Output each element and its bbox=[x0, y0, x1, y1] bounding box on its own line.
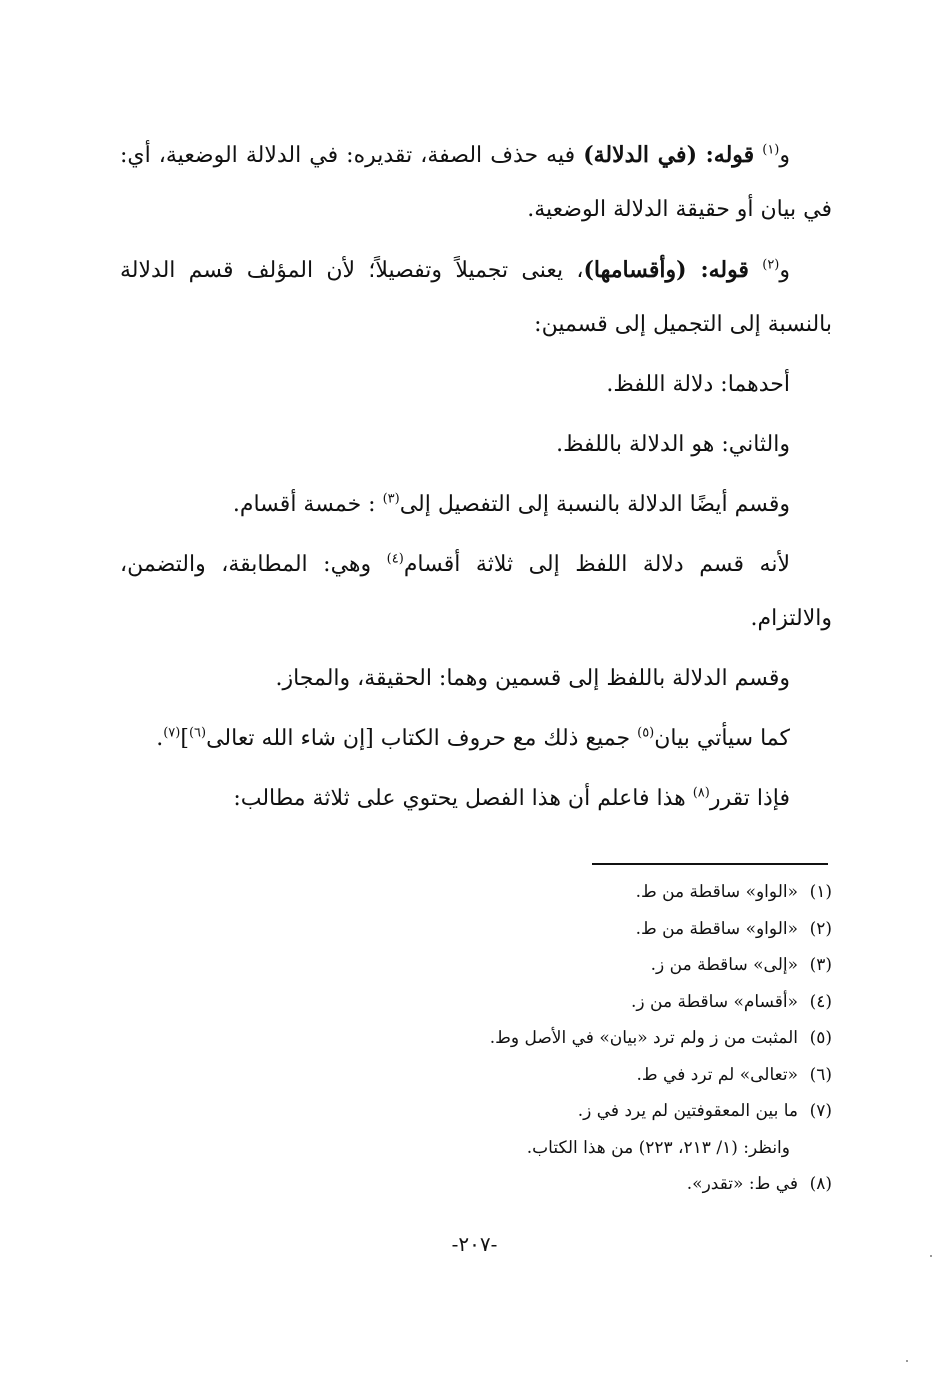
footnote-number: (٣) bbox=[809, 955, 832, 975]
paragraph-text: فيه حذف الصفة، تقديره: في الدلالة الوضعية، أي: في بيان أو حقيقة الدلالة الوضعية. bbox=[120, 143, 832, 222]
paragraph-tail: : خمسة أقسام. bbox=[232, 492, 383, 517]
footnote-text: «الواو» ساقطة من ط. bbox=[635, 918, 798, 939]
footnote-text: في ط: «تقدر». bbox=[686, 1174, 798, 1194]
footnote-number: (١) bbox=[809, 882, 832, 902]
commentary-heading: قوله: (وأقسامها) bbox=[583, 257, 749, 283]
footnote-text: وانظر: (١/ ٢١٣، ٢٢٣) من هذا الكتاب. bbox=[526, 1137, 790, 1158]
footnote-ref: (٨) bbox=[692, 785, 710, 801]
footnote-2 bbox=[300, 911, 832, 948]
paragraph-text: ، يعنى تجميلاً وتفصيلاً؛ لأن المؤلف قسم الدلالة بالنسبة إلى التجميل إلى قسمين: bbox=[120, 258, 832, 337]
footnote-3 bbox=[300, 947, 832, 984]
footnote-ref: (٤) bbox=[386, 551, 404, 567]
paragraph-1 bbox=[120, 128, 832, 237]
paragraph-9 bbox=[120, 772, 832, 826]
paragraph-8 bbox=[120, 712, 832, 766]
footnote-8 bbox=[300, 1166, 832, 1203]
commentary-heading: قوله: (في الدلالة) bbox=[583, 142, 755, 168]
paragraph-middle: جميع ذلك مع حروف الكتاب [إن شاء الله تعالى bbox=[206, 726, 638, 751]
paragraph-bracket: ] bbox=[180, 726, 189, 751]
footnote-6 bbox=[300, 1057, 832, 1094]
footnote-ref: (٦) bbox=[188, 725, 207, 741]
footnote-5 bbox=[300, 1020, 832, 1057]
footnote-ref: (٢) bbox=[762, 257, 780, 273]
footnote-separator bbox=[592, 863, 828, 865]
paragraph-7 bbox=[120, 652, 832, 706]
paragraph-2 bbox=[120, 243, 832, 352]
footnote-text: «إلى» ساقطة من ز. bbox=[650, 955, 798, 975]
footnote-text: «الواو» ساقطة من ط. bbox=[635, 882, 798, 902]
footnote-number: (٦) bbox=[809, 1064, 832, 1085]
paragraph-text: أحدهما: دلالة اللفظ. bbox=[606, 372, 790, 397]
paragraph-text: والثاني: هو الدلالة باللفظ. bbox=[556, 432, 790, 457]
footnote-ref: (٣) bbox=[382, 491, 400, 507]
paragraph-4 bbox=[120, 418, 832, 472]
footnote-4 bbox=[300, 984, 832, 1021]
footnote-number: (٧) bbox=[809, 1101, 832, 1121]
paragraph-tail: وهي: المطابقة، والتضمن، والالتزام. bbox=[120, 552, 832, 631]
paragraph-tail: هذا فاعلم أن هذا الفصل يحتوي على ثلاثة مطالب: bbox=[233, 786, 693, 811]
footnote-text: ما بين المعقوفتين لم يرد في ز. bbox=[577, 1101, 798, 1121]
paragraph-5 bbox=[120, 478, 832, 532]
scan-speck bbox=[930, 1255, 932, 1257]
footnote-text: «تعالى» لم ترد في ط. bbox=[636, 1064, 798, 1085]
paragraph-text: فإذا تقرر bbox=[709, 786, 790, 811]
footnote-number: (٨) bbox=[809, 1174, 832, 1194]
page-number: -٢٠٧- bbox=[451, 1232, 498, 1256]
paragraph-text: وقسم أيضًا الدلالة بالنسبة إلى التفصيل إلى bbox=[399, 492, 790, 517]
paragraph-text: كما سيأتي بيان bbox=[654, 726, 790, 751]
paragraph-3 bbox=[120, 358, 832, 412]
paragraph-tail: . bbox=[156, 726, 164, 751]
footnote-text: المثبت من ز ولم ترد «بيان» في الأصل وط. bbox=[489, 1028, 798, 1048]
paragraph-lead: و bbox=[779, 143, 790, 168]
footnote-1 bbox=[300, 874, 832, 911]
paragraph-lead: و bbox=[779, 258, 790, 283]
paragraph-6 bbox=[120, 538, 832, 646]
paragraph-text: وقسم الدلالة باللفظ إلى قسمين وهما: الحقيقة، والمجاز. bbox=[275, 666, 790, 691]
footnote-ref: (٥) bbox=[637, 725, 655, 741]
footnote-text: «أقسام» ساقطة من ز. bbox=[630, 991, 798, 1012]
footnote-number: (٤) bbox=[809, 991, 832, 1012]
paragraph-text: لأنه قسم دلالة اللفظ إلى ثلاثة أقسام bbox=[403, 552, 790, 577]
footnote-number: (٥) bbox=[809, 1028, 832, 1048]
main-text bbox=[120, 128, 832, 832]
scan-speck bbox=[906, 1360, 908, 1362]
footnotes bbox=[300, 874, 832, 1203]
footnote-number: (٢) bbox=[809, 918, 832, 939]
footnote-ref: (٧) bbox=[163, 725, 181, 741]
footnote-7 bbox=[300, 1093, 832, 1130]
footnote-ref: (١) bbox=[762, 142, 780, 158]
footnote-7-continuation bbox=[300, 1130, 832, 1167]
